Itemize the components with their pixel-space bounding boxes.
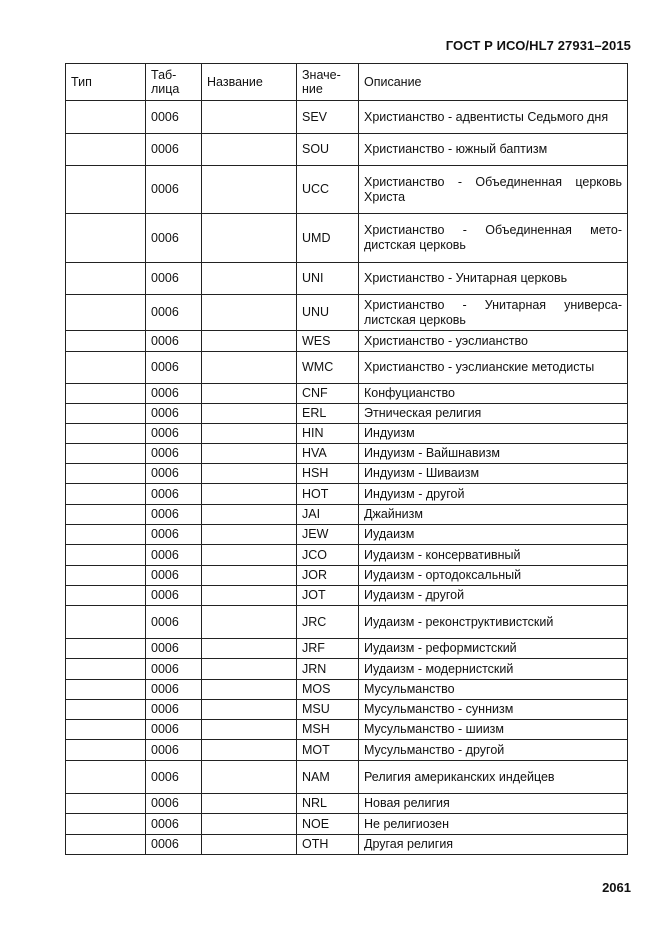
table-row bbox=[66, 331, 628, 352]
cell-description: Иудаизм - другой bbox=[359, 586, 628, 606]
col-header-name: Название bbox=[202, 64, 297, 101]
cell-type bbox=[66, 606, 146, 639]
cell-name bbox=[202, 639, 297, 659]
table-body bbox=[66, 101, 628, 855]
cell-description: Индуизм - Шиваизм bbox=[359, 464, 628, 484]
cell-description: Новая религия bbox=[359, 794, 628, 814]
cell-value: MSH bbox=[297, 720, 359, 740]
cell-description: Индуизм bbox=[359, 424, 628, 444]
cell-type bbox=[66, 659, 146, 680]
religion-code-table bbox=[65, 63, 628, 855]
cell-value: HSH bbox=[297, 464, 359, 484]
cell-name bbox=[202, 404, 297, 424]
table-row bbox=[66, 352, 628, 384]
cell-name bbox=[202, 101, 297, 134]
table-row bbox=[66, 384, 628, 404]
cell-type bbox=[66, 404, 146, 424]
table-row bbox=[66, 214, 628, 263]
cell-type bbox=[66, 331, 146, 352]
cell-name bbox=[202, 835, 297, 855]
cell-description: Мусульманство - другой bbox=[359, 740, 628, 761]
cell-type bbox=[66, 700, 146, 720]
cell-value: JRN bbox=[297, 659, 359, 680]
table-row bbox=[66, 659, 628, 680]
cell-description: Другая религия bbox=[359, 835, 628, 855]
cell-type bbox=[66, 384, 146, 404]
cell-description: Христианство - Объединенная церковь Христа bbox=[359, 166, 628, 214]
cell-name bbox=[202, 680, 297, 700]
cell-name bbox=[202, 700, 297, 720]
cell-table: 0006 bbox=[146, 444, 202, 464]
cell-description: Иудаизм - реформистский bbox=[359, 639, 628, 659]
cell-description: Христианство - Объединенная мето-дистская церковь bbox=[359, 214, 628, 263]
cell-table: 0006 bbox=[146, 761, 202, 794]
cell-description: Христианство - уэслианство bbox=[359, 331, 628, 352]
table-row bbox=[66, 814, 628, 835]
page-number: 2061 bbox=[602, 880, 631, 895]
table-row bbox=[66, 404, 628, 424]
cell-value: WMC bbox=[297, 352, 359, 384]
cell-name bbox=[202, 794, 297, 814]
cell-table: 0006 bbox=[146, 700, 202, 720]
cell-description: Христианство - Унитарная церковь bbox=[359, 263, 628, 295]
cell-description: Иудаизм bbox=[359, 525, 628, 545]
cell-value: MSU bbox=[297, 700, 359, 720]
cell-name bbox=[202, 484, 297, 505]
cell-name bbox=[202, 263, 297, 295]
table-row bbox=[66, 606, 628, 639]
cell-name bbox=[202, 295, 297, 331]
table-row bbox=[66, 566, 628, 586]
cell-type bbox=[66, 814, 146, 835]
cell-value: HVA bbox=[297, 444, 359, 464]
cell-value: JEW bbox=[297, 525, 359, 545]
cell-type bbox=[66, 295, 146, 331]
cell-description: Мусульманство bbox=[359, 680, 628, 700]
cell-description: Христианство - Унитарная универса-листская церковь bbox=[359, 295, 628, 331]
cell-table: 0006 bbox=[146, 295, 202, 331]
cell-description: Христианство - южный баптизм bbox=[359, 134, 628, 166]
cell-table: 0006 bbox=[146, 814, 202, 835]
cell-name bbox=[202, 505, 297, 525]
cell-value: UCC bbox=[297, 166, 359, 214]
cell-description: Индуизм - Вайшнавизм bbox=[359, 444, 628, 464]
cell-table: 0006 bbox=[146, 659, 202, 680]
cell-value: HOT bbox=[297, 484, 359, 505]
cell-value: JOR bbox=[297, 566, 359, 586]
cell-table: 0006 bbox=[146, 484, 202, 505]
cell-description: Мусульманство - суннизм bbox=[359, 700, 628, 720]
table-row bbox=[66, 794, 628, 814]
cell-type bbox=[66, 263, 146, 295]
cell-name bbox=[202, 545, 297, 566]
cell-type bbox=[66, 545, 146, 566]
cell-value: JCO bbox=[297, 545, 359, 566]
cell-type bbox=[66, 166, 146, 214]
cell-name bbox=[202, 659, 297, 680]
cell-value: UNI bbox=[297, 263, 359, 295]
cell-name bbox=[202, 166, 297, 214]
table-row bbox=[66, 134, 628, 166]
cell-table: 0006 bbox=[146, 214, 202, 263]
cell-description: Иудаизм - ортодоксальный bbox=[359, 566, 628, 586]
cell-name bbox=[202, 606, 297, 639]
cell-table: 0006 bbox=[146, 424, 202, 444]
table-header-row bbox=[66, 64, 628, 101]
cell-table: 0006 bbox=[146, 794, 202, 814]
cell-table: 0006 bbox=[146, 134, 202, 166]
cell-name bbox=[202, 740, 297, 761]
table-row bbox=[66, 740, 628, 761]
cell-type bbox=[66, 464, 146, 484]
cell-table: 0006 bbox=[146, 835, 202, 855]
cell-table: 0006 bbox=[146, 331, 202, 352]
table-row bbox=[66, 639, 628, 659]
cell-value: UMD bbox=[297, 214, 359, 263]
cell-value: CNF bbox=[297, 384, 359, 404]
cell-value: JRC bbox=[297, 606, 359, 639]
cell-table: 0006 bbox=[146, 263, 202, 295]
cell-type bbox=[66, 525, 146, 545]
cell-description: Иудаизм - модернистский bbox=[359, 659, 628, 680]
table-row bbox=[66, 761, 628, 794]
cell-description: Иудаизм - реконструктивистский bbox=[359, 606, 628, 639]
cell-type bbox=[66, 424, 146, 444]
cell-type bbox=[66, 352, 146, 384]
table-row bbox=[66, 424, 628, 444]
cell-table: 0006 bbox=[146, 505, 202, 525]
table-row bbox=[66, 464, 628, 484]
cell-table: 0006 bbox=[146, 404, 202, 424]
cell-description: Христианство - уэслианские методисты bbox=[359, 352, 628, 384]
table-row bbox=[66, 835, 628, 855]
cell-type bbox=[66, 214, 146, 263]
cell-type bbox=[66, 835, 146, 855]
col-header-value: Значе- ние bbox=[297, 64, 359, 101]
table-row bbox=[66, 505, 628, 525]
cell-type bbox=[66, 586, 146, 606]
cell-name bbox=[202, 352, 297, 384]
cell-name bbox=[202, 214, 297, 263]
cell-value: OTH bbox=[297, 835, 359, 855]
cell-type bbox=[66, 566, 146, 586]
cell-table: 0006 bbox=[146, 525, 202, 545]
table-row bbox=[66, 700, 628, 720]
cell-description: Конфуцианство bbox=[359, 384, 628, 404]
table-row bbox=[66, 101, 628, 134]
table-row bbox=[66, 263, 628, 295]
cell-name bbox=[202, 814, 297, 835]
table-row bbox=[66, 525, 628, 545]
table-row bbox=[66, 295, 628, 331]
col-header-table: Таб- лица bbox=[146, 64, 202, 101]
cell-type bbox=[66, 101, 146, 134]
cell-type bbox=[66, 761, 146, 794]
cell-name bbox=[202, 525, 297, 545]
cell-type bbox=[66, 134, 146, 166]
cell-description: Не религиозен bbox=[359, 814, 628, 835]
cell-name bbox=[202, 424, 297, 444]
cell-table: 0006 bbox=[146, 101, 202, 134]
cell-table: 0006 bbox=[146, 639, 202, 659]
table-row bbox=[66, 680, 628, 700]
cell-name bbox=[202, 761, 297, 794]
table-row bbox=[66, 166, 628, 214]
cell-table: 0006 bbox=[146, 586, 202, 606]
cell-name bbox=[202, 566, 297, 586]
cell-table: 0006 bbox=[146, 352, 202, 384]
table-row bbox=[66, 484, 628, 505]
cell-description: Христианство - адвентисты Седьмого дня bbox=[359, 101, 628, 134]
cell-description: Джайнизм bbox=[359, 505, 628, 525]
cell-table: 0006 bbox=[146, 464, 202, 484]
cell-table: 0006 bbox=[146, 680, 202, 700]
cell-value: SOU bbox=[297, 134, 359, 166]
standard-header: ГОСТ Р ИСО/HL7 27931–2015 bbox=[445, 38, 631, 53]
cell-name bbox=[202, 444, 297, 464]
cell-table: 0006 bbox=[146, 545, 202, 566]
cell-description: Индуизм - другой bbox=[359, 484, 628, 505]
cell-type bbox=[66, 505, 146, 525]
cell-table: 0006 bbox=[146, 720, 202, 740]
cell-value: UNU bbox=[297, 295, 359, 331]
cell-table: 0006 bbox=[146, 606, 202, 639]
cell-type bbox=[66, 794, 146, 814]
cell-value: NRL bbox=[297, 794, 359, 814]
table-row bbox=[66, 586, 628, 606]
cell-value: WES bbox=[297, 331, 359, 352]
cell-description: Этническая религия bbox=[359, 404, 628, 424]
cell-table: 0006 bbox=[146, 384, 202, 404]
table-row bbox=[66, 444, 628, 464]
cell-description: Религия американских индейцев bbox=[359, 761, 628, 794]
cell-name bbox=[202, 384, 297, 404]
cell-value: SEV bbox=[297, 101, 359, 134]
cell-value: MOT bbox=[297, 740, 359, 761]
cell-value: NOE bbox=[297, 814, 359, 835]
cell-value: NAM bbox=[297, 761, 359, 794]
col-header-type: Тип bbox=[66, 64, 146, 101]
cell-type bbox=[66, 680, 146, 700]
cell-type bbox=[66, 444, 146, 464]
cell-name bbox=[202, 331, 297, 352]
cell-description: Мусульманство - шиизм bbox=[359, 720, 628, 740]
cell-name bbox=[202, 586, 297, 606]
cell-type bbox=[66, 740, 146, 761]
cell-table: 0006 bbox=[146, 566, 202, 586]
cell-name bbox=[202, 720, 297, 740]
cell-value: ERL bbox=[297, 404, 359, 424]
cell-table: 0006 bbox=[146, 740, 202, 761]
cell-value: JAI bbox=[297, 505, 359, 525]
cell-value: MOS bbox=[297, 680, 359, 700]
cell-name bbox=[202, 134, 297, 166]
cell-type bbox=[66, 639, 146, 659]
cell-name bbox=[202, 464, 297, 484]
table-row bbox=[66, 720, 628, 740]
cell-value: HIN bbox=[297, 424, 359, 444]
cell-value: JRF bbox=[297, 639, 359, 659]
cell-type bbox=[66, 484, 146, 505]
cell-value: JOT bbox=[297, 586, 359, 606]
table-row bbox=[66, 545, 628, 566]
cell-description: Иудаизм - консервативный bbox=[359, 545, 628, 566]
cell-type bbox=[66, 720, 146, 740]
col-header-description: Описание bbox=[359, 64, 628, 101]
cell-table: 0006 bbox=[146, 166, 202, 214]
